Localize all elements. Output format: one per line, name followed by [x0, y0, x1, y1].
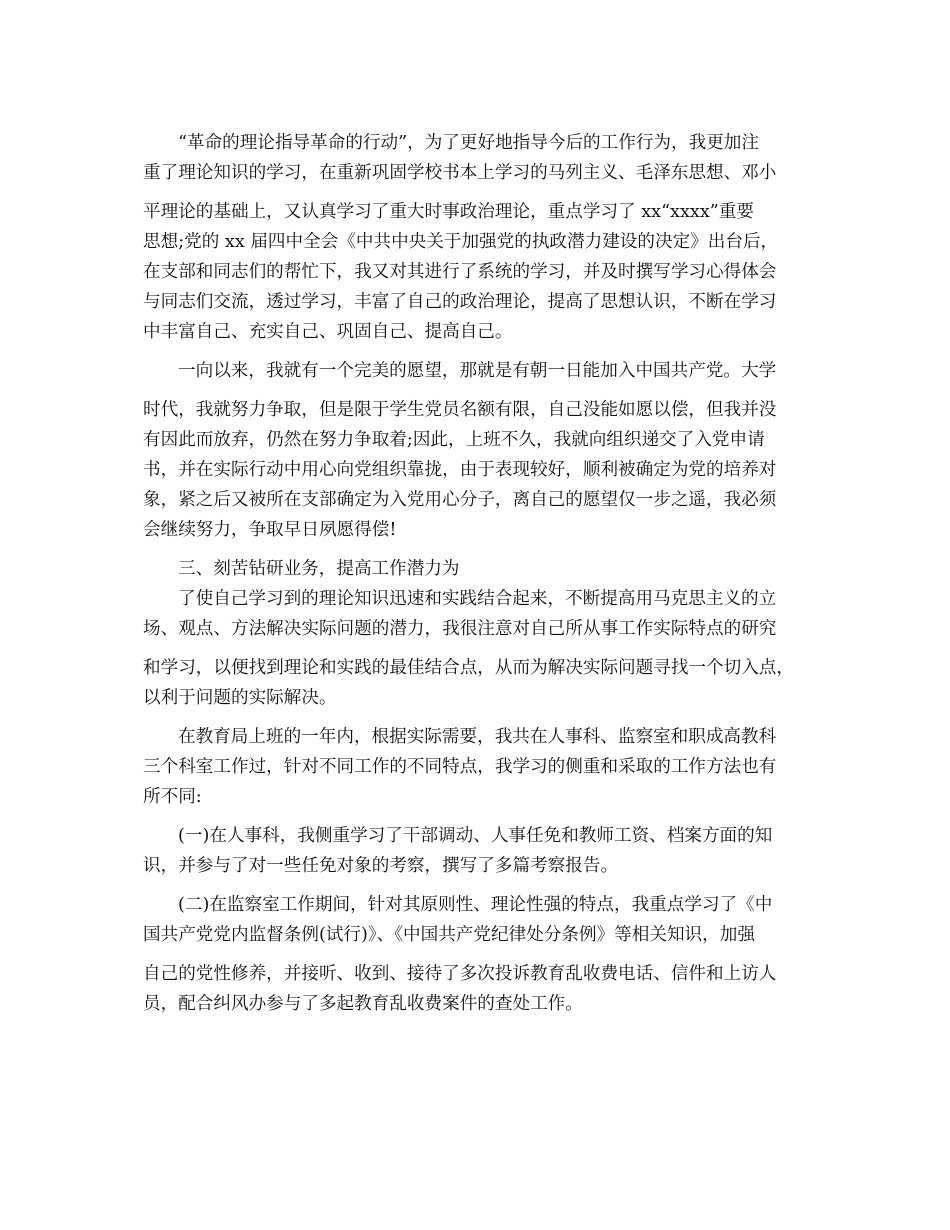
- paragraph-practice: [143, 584, 823, 713]
- text-line: 员，配合纠风办参与了多起教育乱收费案件的查处工作。: [143, 994, 583, 1014]
- document-body: [143, 128, 823, 1019]
- text-line: 所不同:: [143, 787, 202, 807]
- text-line: 和学习，以便找到理论和实践的最佳结合点，从而为解决实际问题寻找一个切入点，: [143, 658, 794, 678]
- text-line: (二)在监察室工作期间，针对其原则性、理论性强的特点，我重点学习了《中: [178, 895, 773, 915]
- text-line: 自己的党性修养，并接听、收到、接待了多次投诉教育乱收费电话、信件和上访人: [143, 964, 777, 984]
- text-line: 场、观点、方法解决实际问题的潜力，我很注意对自己所从事工作实际特点的研究: [143, 619, 777, 639]
- paragraph-education-bureau: [143, 722, 823, 812]
- text-line: 三个科室工作过，针对不同工作的不同特点，我学习的侧重和采取的工作方法也有: [143, 757, 777, 777]
- text-line: 在支部和同志们的帮忙下，我又对其进行了系统的学习，并及时撰写学习心得体会: [143, 262, 777, 282]
- text-line: 以利于问题的实际解决。: [143, 688, 337, 708]
- text-line: 时代，我就努力争取，但是限于学生党员名额有限，自己没能如愿以偿，但我并没: [143, 400, 777, 420]
- text-line: 象，紧之后又被所在支部确定为入党用心分子，离自己的愿望仅一步之遥，我必须: [143, 490, 777, 510]
- text-line: 一向以来，我就有一个完美的愿望，那就是有朝一日能加入中国共产党。大学: [178, 361, 777, 381]
- text-line: (一)在人事科，我侧重学习了干部调动、人事任免和教师工资、档案方面的知: [178, 826, 773, 846]
- text-line: 了使自己学习到的理论知识迅速和实践结合起来，不断提高用马克思主义的立: [178, 589, 777, 609]
- paragraph-supervision: [143, 890, 823, 1019]
- text-line: 思想;党的 xx 届四中全会《中共中央关于加强党的执政潜力建设的决定》出台后，: [143, 232, 779, 252]
- paragraph-party-wish: [143, 356, 823, 545]
- text-line: 平理论的基础上，又认真学习了重大时事政治理论，重点学习了 xx“xxxx”重要: [143, 202, 754, 222]
- paragraph-theory-study: [143, 128, 823, 347]
- text-line: 与同志们交流，透过学习，丰富了自己的政治理论，提高了思想认识，不断在学习: [143, 292, 777, 312]
- text-line: 国共产党党内监督条例(试行)》、《中国共产党纪律处分条例》等相关知识，加强: [143, 925, 755, 945]
- text-line: 书，并在实际行动中用心向党组织靠拢，由于表现较好，顺利被确定为党的培养对: [143, 460, 777, 480]
- text-line: 中丰富自己、充实自己、巩固自己、提高自己。: [143, 322, 513, 342]
- text-line: 在教育局上班的一年内，根据实际需要，我共在人事科、监察室和职成高教科: [178, 727, 777, 747]
- section-heading: [143, 554, 823, 584]
- text-line: 有因此而放弃，仍然在努力争取着;因此，上班不久，我就向组织递交了入党申请: [143, 430, 765, 450]
- text-line: 识，并参与了对一些任免对象的考察，撰写了多篇考察报告。: [143, 856, 619, 876]
- section-heading-text: 三、刻苦钻研业务，提高工作潜力为: [178, 559, 460, 579]
- text-line: 重了理论知识的学习，在重新巩固学校书本上学习的马列主义、毛泽东思想、邓小: [143, 163, 777, 183]
- paragraph-personnel: [143, 821, 823, 881]
- text-line: 会继续努力，争取早日夙愿得偿!: [143, 520, 397, 540]
- text-line: “革命的理论指导革命的行动”，为了更好地指导今后的工作行为，我更加注: [178, 133, 759, 153]
